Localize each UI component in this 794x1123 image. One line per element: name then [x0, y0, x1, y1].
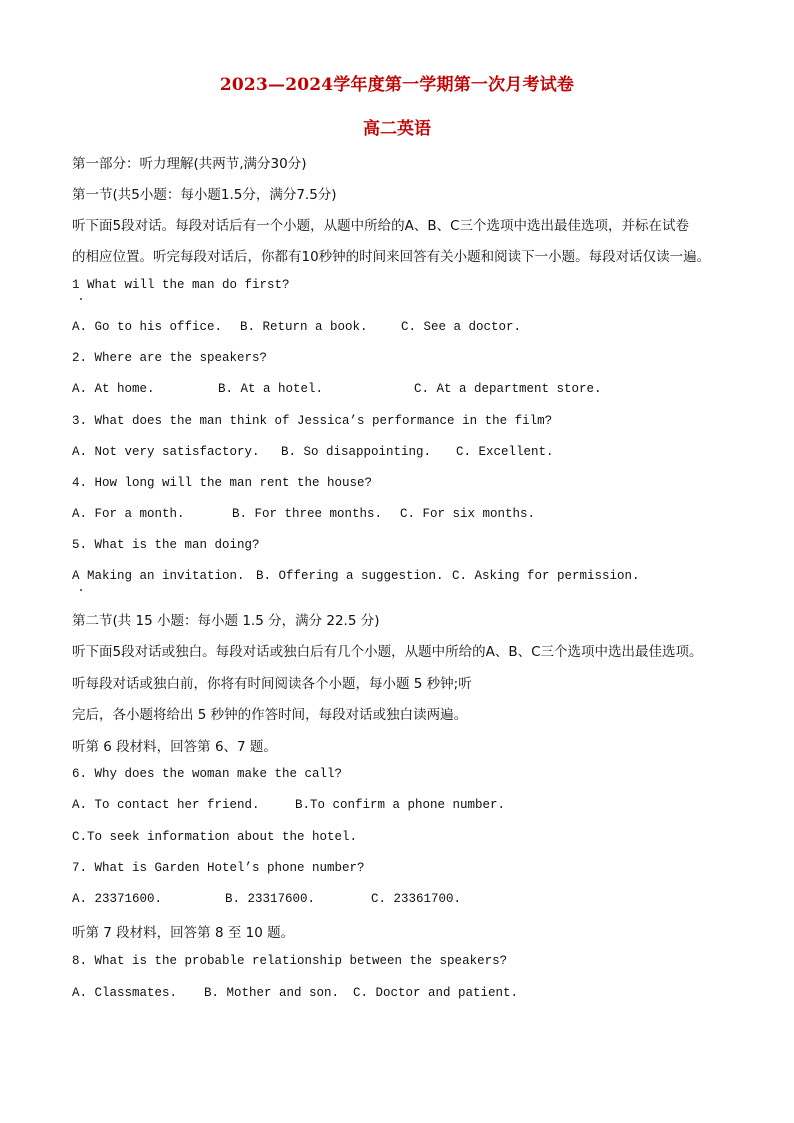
section1-instruction-1: 听下面5段对话。每段对话后有一个小题，从题中所给的A、B、C三个选项中选出最佳选项，并标在试卷 [72, 218, 690, 234]
stray-mark [80, 298, 82, 300]
stray-mark [80, 589, 82, 591]
section2-heading: 第二节(共 15 小题：每小题 1.5 分，满分 22.5 分) [72, 613, 380, 629]
question-3: 3. What does the man think of Jessica’s performance in the film? [72, 414, 553, 428]
question-2-options [72, 382, 602, 396]
option-c: C. For six months. [400, 507, 536, 521]
question-5: 5. What is the man doing? [72, 538, 260, 552]
option-a: A. Go to his office. [72, 320, 223, 334]
section1-instruction-2: 的相应位置。听完每段对话后，你都有10秒钟的时间来回答有关小题和阅读下一小题。每段对话仅读一遍。 [72, 249, 711, 265]
exam-title: 2023—2024学年度第一学期第一次月考试卷 [219, 75, 575, 95]
option-a: A Making an invitation. [72, 569, 245, 583]
section2-instruction-3: 完后，各小题将给出 5 秒钟的作答时间，每段对话或独白读两遍。 [72, 707, 468, 723]
option-b: B. Mother and son. [204, 986, 340, 1000]
question-8-options [72, 986, 518, 1000]
option-c: C. Asking for permission. [452, 569, 640, 583]
option-c: C. 23361700. [371, 892, 462, 906]
question-6: 6. Why does the woman make the call? [72, 767, 343, 781]
option-a: A. To contact her friend. [72, 798, 260, 812]
option-b: B. Offering a suggestion. [256, 569, 444, 583]
question-4: 4. How long will the man rent the house? [72, 476, 373, 490]
option-c: C.To seek information about the hotel. [72, 830, 358, 844]
question-5-options [72, 569, 640, 583]
question-7-options [72, 892, 461, 906]
section2-instruction-2: 听每段对话或独白前，你将有时间阅读各个小题，每小题 5 秒钟;听 [72, 676, 472, 692]
exam-subject: 高二英语 [363, 119, 431, 139]
option-a: A. 23371600. [72, 892, 163, 906]
section2-instruction-1: 听下面5段对话或独白。每段对话或独白后有几个小题，从题中所给的A、B、C三个选项中选出最佳选项。 [72, 644, 703, 660]
option-a: A. Classmates. [72, 986, 178, 1000]
question-1: 1 What will the man do first? [72, 278, 290, 292]
question-6-options [72, 798, 505, 812]
option-b: B. At a hotel. [218, 382, 324, 396]
option-b: B.To confirm a phone number. [295, 798, 506, 812]
option-b: B. For three months. [232, 507, 383, 521]
material-7-heading: 听第 7 段材料，回答第 8 至 10 题。 [72, 925, 295, 941]
part1-heading: 第一部分：听力理解(共两节,满分30分) [72, 156, 307, 172]
question-8: 8. What is the probable relationship between the speakers? [72, 954, 508, 968]
option-c: C. At a department store. [414, 382, 602, 396]
option-c: C. Doctor and patient. [353, 986, 519, 1000]
section1-heading: 第一节(共5小题：每小题1.5分，满分7.5分) [72, 187, 337, 203]
question-7: 7. What is Garden Hotel’s phone number? [72, 861, 365, 875]
option-c: C. See a doctor. [401, 320, 522, 334]
option-a: A. At home. [72, 382, 155, 396]
option-c: C. Excellent. [456, 445, 554, 459]
option-a: A. Not very satisfactory. [72, 445, 260, 459]
question-4-options [72, 507, 535, 521]
question-1-options [72, 320, 521, 334]
option-b: B. So disappointing. [281, 445, 432, 459]
question-2: 2. Where are the speakers? [72, 351, 268, 365]
option-a: A. For a month. [72, 507, 185, 521]
option-b: B. Return a book. [240, 320, 368, 334]
question-3-options [72, 445, 554, 459]
option-b: B. 23317600. [225, 892, 316, 906]
material-6-heading: 听第 6 段材料，回答第 6、7 题。 [72, 739, 277, 755]
